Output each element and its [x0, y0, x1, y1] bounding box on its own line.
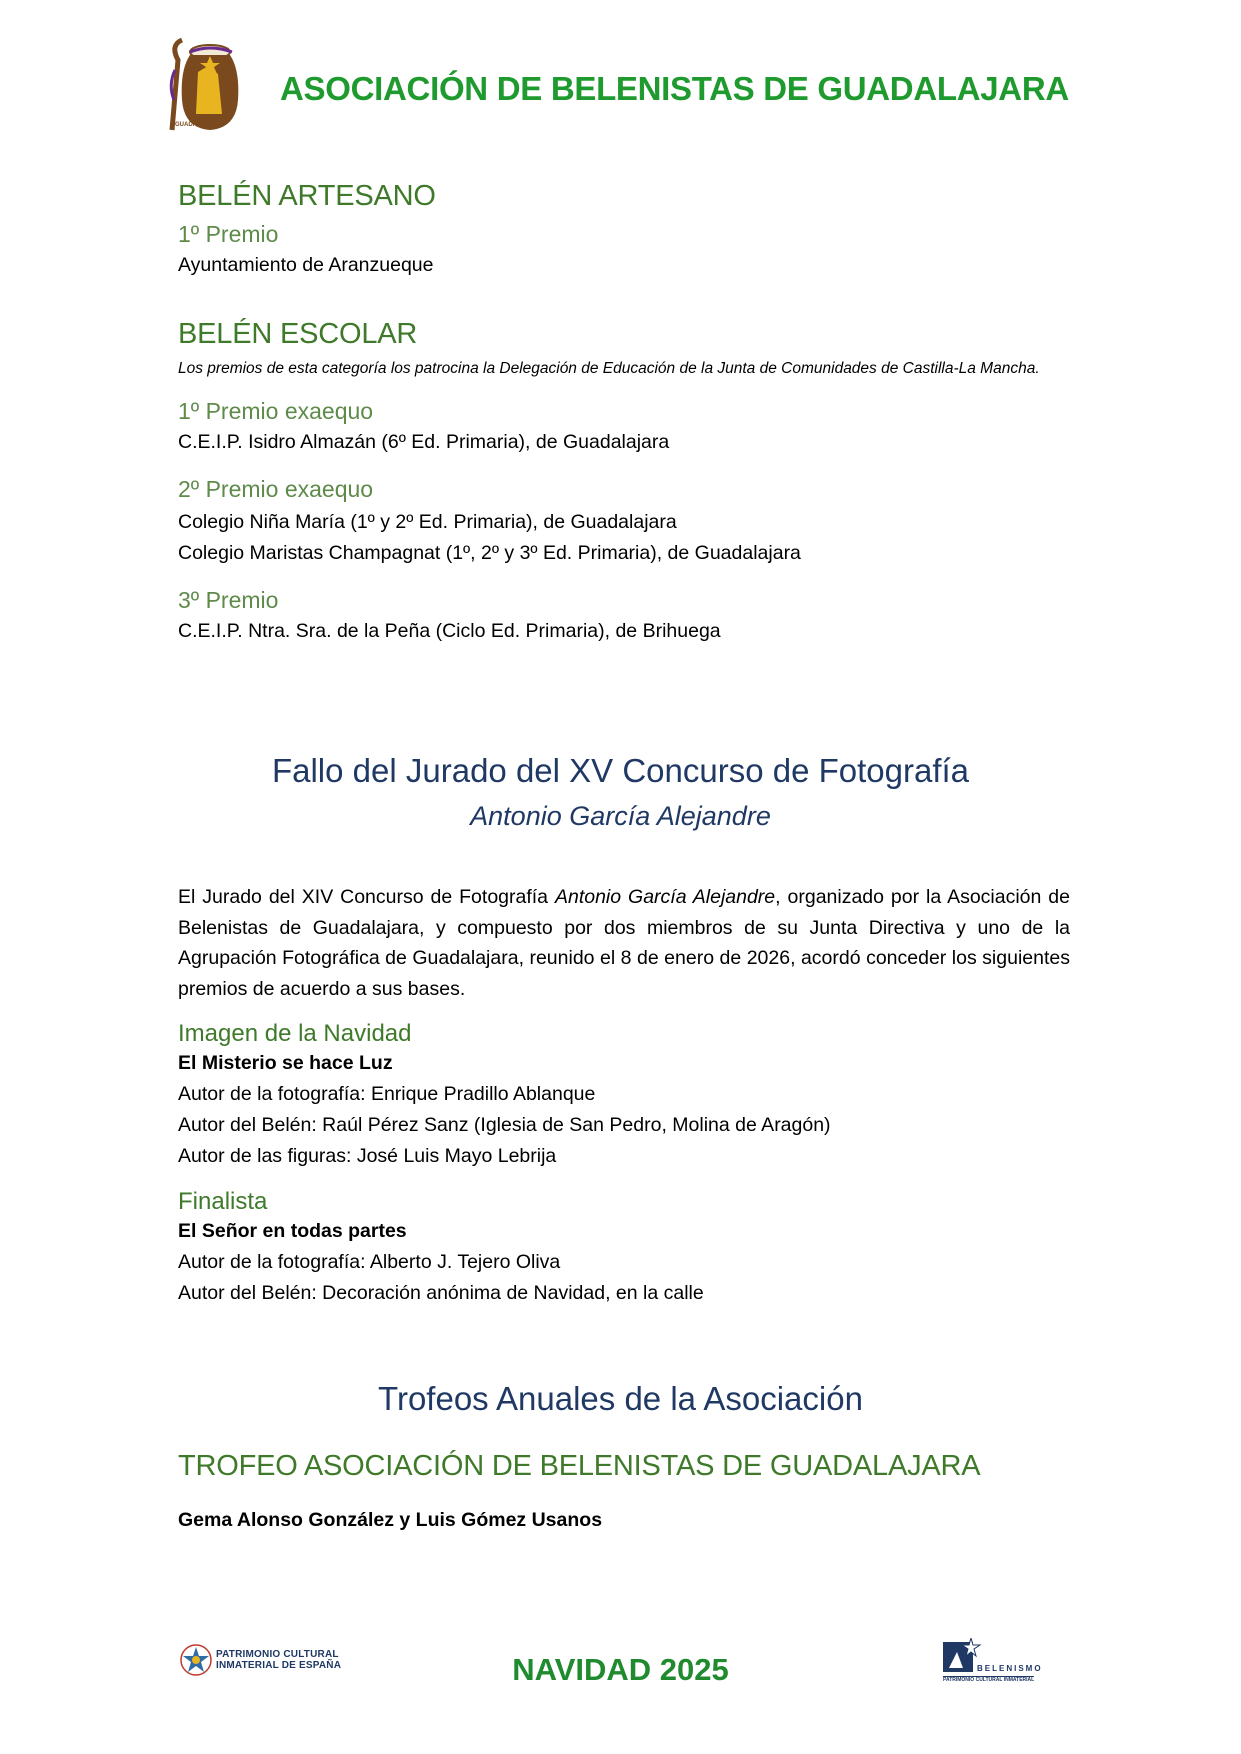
escolar-winner: Colegio Niña María (1º y 2º Ed. Primaria), de Guadalajara [178, 511, 677, 533]
award1-heading: Imagen de la Navidad [178, 1020, 412, 1047]
award1-line: Autor de la fotografía: Enrique Pradillo Ablanque [178, 1083, 596, 1105]
section-escolar [178, 318, 1070, 647]
award2-heading: Finalista [178, 1188, 268, 1215]
foto-paragraph [178, 882, 1070, 1004]
escolar-winner: C.E.I.P. Ntra. Sra. de la Peña (Ciclo Ed. Primaria), de Brihuega [178, 620, 721, 642]
escolar-note: Los premios de esta categoría los patrocina la Delegación de Educación de la Junta de Comunidades de Castilla-La Mancha. [178, 360, 1040, 377]
artesano-winner: Ayuntamiento de Aranzueque [178, 254, 434, 276]
award1-line: Autor de las figuras: José Luis Mayo Lebrija [178, 1145, 557, 1167]
left-logo-line2: INMATERIAL DE ESPAÑA [216, 1660, 342, 1671]
trofeos-winner: Gema Alonso González y Luis Gómez Usanos [178, 1509, 603, 1531]
artesano-heading: BELÉN ARTESANO [178, 180, 436, 212]
escolar-prize-2: 2º Premio exaequo [178, 476, 374, 502]
foto-title: Fallo del Jurado del XV Concurso de Fotografía [271, 752, 970, 789]
artesano-prize: 1º Premio [178, 221, 279, 247]
escolar-heading: BELÉN ESCOLAR [178, 318, 418, 350]
escolar-winner: C.E.I.P. Isidro Almazán (6º Ed. Primaria), de Guadalajara [178, 431, 670, 453]
escolar-winner: Colegio Maristas Champagnat (1º, 2º y 3º Ed. Primaria), de Guadalajara [178, 542, 801, 564]
section-foto [178, 882, 1070, 1309]
left-logo-line1: PATRIMONIO CULTURAL [216, 1649, 339, 1660]
foto-subtitle: Antonio García Alejandre [470, 801, 771, 831]
escolar-prize-3: 3º Premio [178, 587, 279, 613]
award2-line: Autor del Belén: Decoración anónima de Navidad, en la calle [178, 1282, 704, 1304]
award2-line: Autor de la fotografía: Alberto J. Tejero Oliva [178, 1251, 561, 1273]
paragraph-text: , organizado por la Asociación de Belenistas de Guadalajara, y compuesto por dos miembros de su Junta Directiva y uno de la Agrupación Fotográfica de Guadalajara, reunido el 8 de enero de 2026, acordó conceder los siguientes premios de acuerdo a sus bases. [178, 886, 1070, 1000]
logo-jar-icon [160, 30, 245, 135]
trofeos-heading: TROFEO ASOCIACIÓN DE BELENISTAS DE GUADALAJARA [178, 1450, 981, 1482]
paragraph-text: El Jurado del XIV Concurso de Fotografía [178, 886, 555, 908]
logo-bottom-text: GUADALAJARA [175, 122, 222, 128]
association-logo [160, 30, 245, 135]
right-logo-line2: PATRIMONIO CULTURAL INMATERIAL [943, 1677, 1035, 1683]
section-artesano [178, 180, 1070, 281]
trofeos-title: Trofeos Anuales de la Asociación [378, 1380, 863, 1417]
escolar-prize-1: 1º Premio exaequo [178, 398, 374, 424]
footer-title: NAVIDAD 2025 [512, 1652, 729, 1687]
right-logo-line1: BELENISMO [977, 1664, 1043, 1673]
section-trofeos [178, 1450, 1070, 1536]
award1-title: El Misterio se hace Luz [178, 1052, 393, 1074]
paragraph-italic: Antonio García Alejandre [554, 886, 776, 908]
award2-title: El Señor en todas partes [178, 1220, 407, 1242]
header-title: ASOCIACIÓN DE BELENISTAS DE GUADALAJARA [280, 70, 1069, 107]
footer-right-logo [943, 1638, 1063, 1683]
award1-line: Autor del Belén: Raúl Pérez Sanz (Iglesia de San Pedro, Molina de Aragón) [178, 1114, 831, 1136]
